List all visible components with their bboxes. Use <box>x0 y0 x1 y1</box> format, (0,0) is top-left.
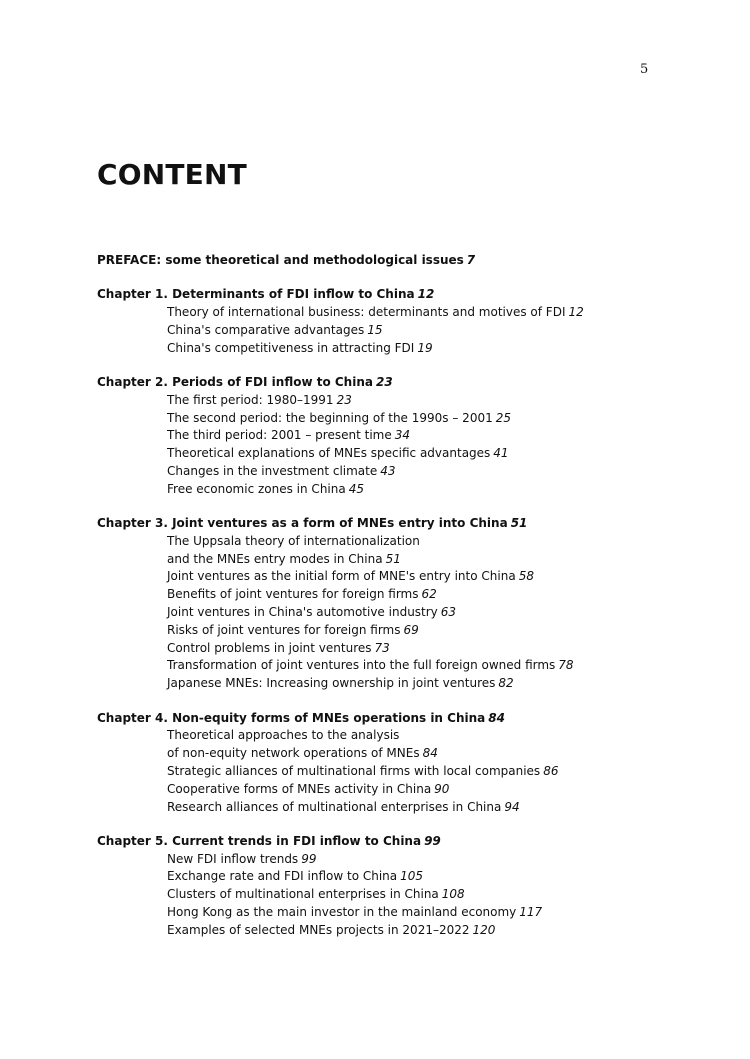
toc-section <box>97 833 717 940</box>
toc-page-number: 86 <box>543 763 559 778</box>
toc-entry[interactable] <box>97 463 717 481</box>
toc-entry-text: The Uppsala theory of internationalization <box>167 533 420 548</box>
toc-entry[interactable] <box>97 904 717 922</box>
toc-entry[interactable] <box>97 322 717 340</box>
toc-page-number: 73 <box>374 640 390 655</box>
toc-page-number: 105 <box>400 869 424 884</box>
toc-entry-text: Theory of international business: determinants and motives of FDI <box>167 305 566 320</box>
toc-entry[interactable] <box>97 586 717 604</box>
toc-chapter-heading[interactable] <box>97 710 717 728</box>
page-title: CONTENT <box>97 158 247 191</box>
toc-entry[interactable] <box>97 657 717 675</box>
toc-chapter-heading[interactable] <box>97 833 717 851</box>
toc-entry-text: China's comparative advantages <box>167 322 365 337</box>
toc-entry-text: and the MNEs entry modes in China <box>167 551 383 566</box>
toc-heading-text: Chapter 4. Non-equity forms of MNEs operations in China <box>97 710 486 725</box>
toc-entry[interactable] <box>97 445 717 463</box>
toc-section <box>97 710 717 817</box>
toc-page-number: 63 <box>440 605 457 620</box>
toc-entry[interactable] <box>97 640 717 658</box>
toc-page-number: 90 <box>434 781 450 796</box>
toc-entry[interactable] <box>97 799 717 817</box>
toc-entry[interactable] <box>97 675 717 693</box>
toc-chapter-heading[interactable] <box>97 374 717 392</box>
toc-entry-text: Cooperative forms of MNEs activity in China <box>167 781 432 796</box>
toc-chapter-heading[interactable] <box>97 286 717 304</box>
toc-entry-text: Joint ventures in China's automotive industry <box>167 605 438 620</box>
toc-heading-text: PREFACE: some theoretical and methodological issues <box>97 253 464 267</box>
toc-entry-text: Benefits of joint ventures for foreign firms <box>167 587 419 602</box>
toc-entry[interactable] <box>97 763 717 781</box>
toc-entry-text: The third period: 2001 – present time <box>167 428 392 443</box>
toc-chapter-heading[interactable] <box>97 515 717 533</box>
toc-entry[interactable] <box>97 568 717 586</box>
toc-page-number: 62 <box>421 587 437 602</box>
toc-entry[interactable] <box>97 392 717 410</box>
toc-section <box>97 252 717 270</box>
toc-entry[interactable] <box>97 604 717 622</box>
toc-entry-text: Control problems in joint ventures <box>167 640 372 655</box>
toc-entry-text: Changes in the investment climate <box>167 463 378 478</box>
toc-entry[interactable] <box>97 851 717 869</box>
toc-page-number: 43 <box>380 463 396 478</box>
toc-heading-text: Chapter 5. Current trends in FDI inflow to China <box>97 833 422 848</box>
toc-entry[interactable] <box>97 745 717 763</box>
toc-page-number: 23 <box>375 374 393 389</box>
toc-entry-text: Transformation of joint ventures into the full foreign owned firms <box>167 658 556 673</box>
toc-page-number: 45 <box>348 481 364 496</box>
toc-page-number: 51 <box>385 551 401 566</box>
toc-page-number: 12 <box>568 305 584 320</box>
toc-page-number: 84 <box>422 746 438 761</box>
toc-entry-text: of non-equity network operations of MNEs <box>167 746 420 761</box>
toc-page-number: 117 <box>519 905 543 919</box>
toc-section <box>97 286 717 357</box>
toc-entry[interactable] <box>97 427 717 445</box>
toc-entry-text: Joint ventures as the initial form of MNE's entry into China <box>167 569 516 584</box>
table-of-contents <box>97 252 717 956</box>
toc-page-number: 7 <box>466 253 476 267</box>
toc-section <box>97 374 717 499</box>
toc-entry-text: Examples of selected MNEs projects in 2021–2022 <box>167 922 470 937</box>
toc-entry[interactable] <box>97 922 717 940</box>
toc-entry-text: Research alliances of multinational enterprises in China <box>167 799 502 814</box>
toc-entry[interactable] <box>97 340 717 358</box>
toc-heading-text: Chapter 2. Periods of FDI inflow to China <box>97 374 373 389</box>
toc-entry-text: Strategic alliances of multinational firms with local companies <box>167 763 541 778</box>
page-number: 5 <box>640 62 649 77</box>
toc-entry-text: Theoretical approaches to the analysis <box>167 728 400 743</box>
toc-entry[interactable] <box>97 410 717 428</box>
toc-page-number: 78 <box>558 658 574 673</box>
toc-page-number: 94 <box>504 799 520 814</box>
toc-page-number: 58 <box>518 569 534 584</box>
toc-heading-text: Chapter 3. Joint ventures as a form of MNEs entry into China <box>97 516 508 531</box>
toc-entry-text: Free economic zones in China <box>167 481 346 496</box>
toc-entry-text: Risks of joint ventures for foreign firms <box>167 622 401 637</box>
toc-heading-text: Chapter 1. Determinants of FDI inflow to China <box>97 287 415 302</box>
toc-entry[interactable] <box>97 886 717 904</box>
toc-entry-text: Exchange rate and FDI inflow to China <box>167 869 398 884</box>
toc-entry[interactable] <box>97 533 717 551</box>
toc-entry-text: The second period: the beginning of the 1990s – 2001 <box>167 410 493 425</box>
toc-entry[interactable] <box>97 727 717 745</box>
toc-page-number: 12 <box>417 287 435 302</box>
toc-page-number: 99 <box>424 833 441 848</box>
toc-entry-text: Hong Kong as the main investor in the mainland economy <box>167 905 517 919</box>
toc-chapter-heading[interactable] <box>97 252 717 270</box>
toc-entry-text: Japanese MNEs: Increasing ownership in joint ventures <box>167 676 496 691</box>
toc-entry-text: The first period: 1980–1991 <box>167 392 334 407</box>
toc-page-number: 108 <box>441 887 465 902</box>
toc-entry[interactable] <box>97 622 717 640</box>
toc-page-number: 99 <box>301 851 317 866</box>
toc-page-number: 120 <box>472 922 496 937</box>
toc-entry[interactable] <box>97 481 717 499</box>
toc-page-number: 82 <box>498 676 514 691</box>
toc-page-number: 23 <box>336 392 352 407</box>
toc-entry[interactable] <box>97 868 717 886</box>
toc-page-number: 51 <box>510 516 528 531</box>
toc-page-number: 69 <box>403 622 419 637</box>
toc-page-number: 25 <box>495 410 511 425</box>
toc-page-number: 15 <box>367 322 383 337</box>
toc-entry[interactable] <box>97 551 717 569</box>
toc-page-number: 19 <box>417 340 433 355</box>
toc-entry[interactable] <box>97 304 717 322</box>
toc-entry-text: Clusters of multinational enterprises in China <box>167 887 439 902</box>
toc-page-number: 41 <box>493 446 509 461</box>
toc-entry-text: New FDI inflow trends <box>167 851 299 866</box>
toc-entry[interactable] <box>97 781 717 799</box>
toc-entry-text: China's competitiveness in attracting FDI <box>167 340 415 355</box>
toc-page-number: 34 <box>394 428 411 443</box>
toc-entry-text: Theoretical explanations of MNEs specific advantages <box>167 446 491 461</box>
toc-section <box>97 515 717 693</box>
toc-page-number: 84 <box>488 710 505 725</box>
